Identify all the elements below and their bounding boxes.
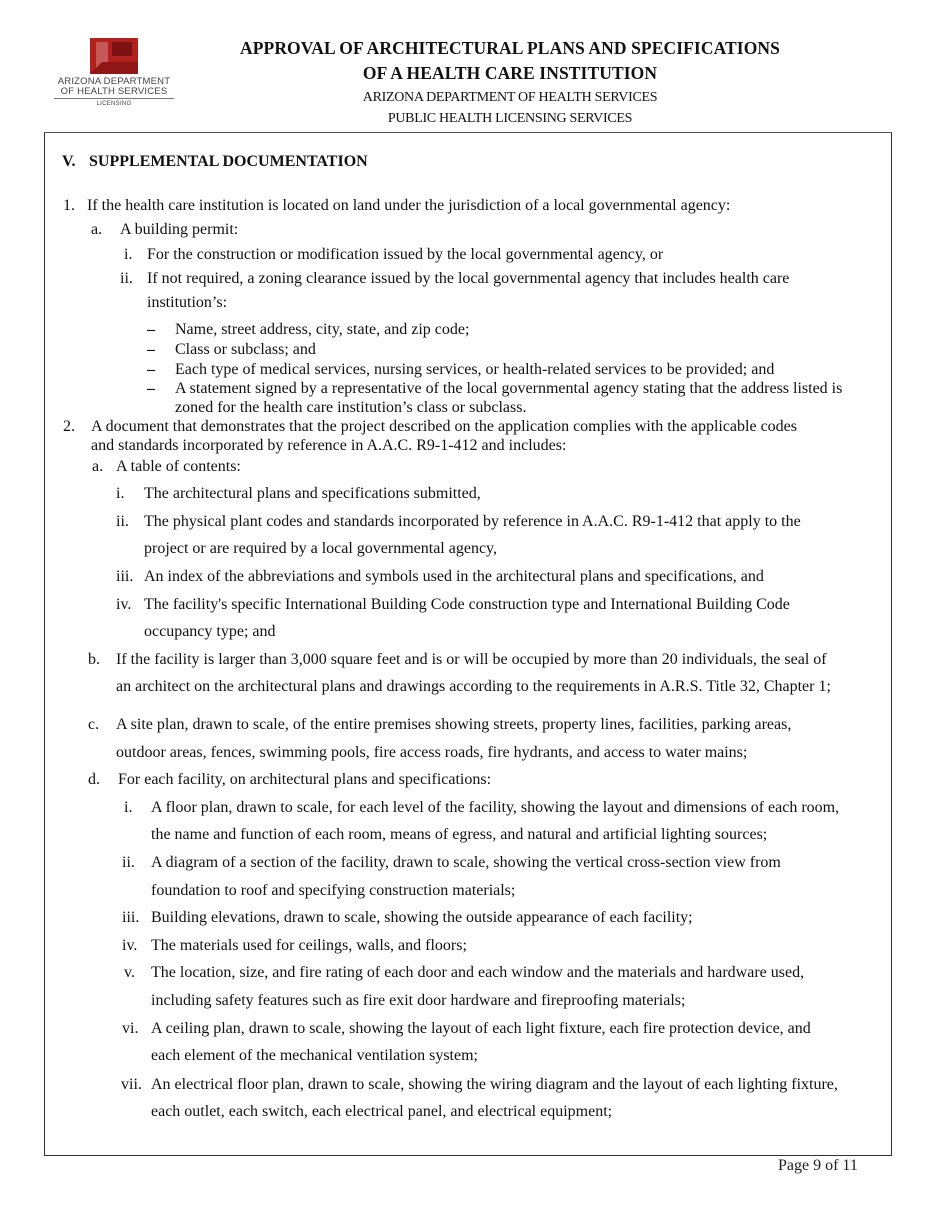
item-2a-text: A table of contents: — [116, 458, 241, 475]
item-2d-label: d. — [88, 771, 100, 788]
bullet-dash: – — [147, 380, 155, 397]
bullet-text-continued: zoned for the health care institution’s class or subclass. — [175, 399, 527, 416]
item-2c-label: c. — [88, 716, 100, 733]
item-2c-line2: outdoor areas, fences, swimming pools, fire access roads, fire hydrants, and access to water mains; — [116, 744, 748, 761]
item-1a-i-label: i. — [124, 246, 133, 263]
item-1a-ii-label: ii. — [120, 270, 133, 287]
item-2d-iii-text: Building elevations, drawn to scale, showing the outside appearance of each facility; — [151, 909, 693, 926]
division-name: PUBLIC HEALTH LICENSING SERVICES — [387, 111, 633, 126]
logo-emblem-icon — [52, 36, 176, 76]
item-2d-ii-line1: A diagram of a section of the facility, drawn to scale, showing the vertical cross-section view from — [151, 854, 781, 871]
item-1a-ii-line2: institution’s: — [147, 294, 228, 311]
item-2a-label: a. — [92, 458, 104, 475]
item-2d-text: For each facility, on architectural plans and specifications: — [118, 771, 492, 788]
item-2d-vii-label: vii. — [121, 1076, 142, 1093]
item-2d-vi-line1: A ceiling plan, drawn to scale, showing the layout of each light fixture, each fire protection device, and — [151, 1020, 811, 1037]
item-2a-iii-label: iii. — [116, 568, 134, 585]
item-2-number: 2. — [63, 418, 75, 435]
item-2d-ii-line2: foundation to roof and specifying construction materials; — [151, 882, 516, 899]
item-1a-ii-line1: If not required, a zoning clearance issued by the local governmental agency that includes health care — [147, 270, 790, 287]
item-1-number: 1. — [63, 197, 75, 214]
bullet-text: Name, street address, city, state, and zip code; — [175, 321, 470, 338]
item-2a-iv-label: iv. — [116, 596, 132, 613]
logo-text-line1: ARIZONA DEPARTMENT — [57, 76, 171, 87]
item-2a-ii-line2: project or are required by a local governmental agency, — [144, 540, 498, 557]
item-2-line1: A document that demonstrates that the project described on the application complies with the applicable codes — [91, 418, 798, 435]
item-1a-text: A building permit: — [120, 221, 239, 238]
item-2d-i-label: i. — [124, 799, 133, 816]
item-2d-v-label: v. — [124, 964, 135, 981]
document-title-line2: OF A HEALTH CARE INSTITUTION — [362, 63, 658, 83]
section-title: SUPPLEMENTAL DOCUMENTATION — [89, 153, 368, 170]
item-2d-vii-line2: each outlet, each switch, each electrical panel, and electrical equipment; — [151, 1103, 613, 1120]
item-2d-v-line1: The location, size, and fire rating of each door and each window and the materials and hardware used, — [151, 964, 805, 981]
item-2d-v-line2: including safety features such as fire exit door hardware and fireproofing materials; — [151, 992, 686, 1009]
item-2a-iv-line1: The facility's specific International Building Code construction type and International Building Code — [144, 596, 790, 613]
bullet-dash: – — [147, 341, 155, 358]
item-2-line2: and standards incorporated by reference in A.A.C. R9-1-412 and includes: — [91, 437, 567, 454]
item-2d-i-line2: the name and function of each room, means of egress, and natural and artificial lighting sources; — [151, 826, 768, 843]
item-2d-vi-label: vi. — [122, 1020, 139, 1037]
item-2b-line2: an architect on the architectural plans and drawings according to the requirements in A.R.S. Title 32, Chapter 1; — [116, 678, 831, 695]
item-2d-i-line1: A floor plan, drawn to scale, for each level of the facility, showing the layout and dimensions of each room, — [151, 799, 840, 816]
item-2b-line1: If the facility is larger than 3,000 square feet and is or will be occupied by more than 20 individuals, the seal of — [116, 651, 827, 668]
item-2a-iv-line2: occupancy type; and — [144, 623, 276, 640]
item-2a-i-label: i. — [116, 485, 125, 502]
page-number: Page 9 of 11 — [778, 1157, 858, 1174]
agency-name: ARIZONA DEPARTMENT OF HEALTH SERVICES — [362, 90, 658, 105]
bullet-text: Each type of medical services, nursing services, or health-related services to be provided; and — [175, 361, 775, 378]
document-title-line1: APPROVAL OF ARCHITECTURAL PLANS AND SPECIFICATIONS — [240, 38, 780, 58]
item-2a-iii-text: An index of the abbreviations and symbols used in the architectural plans and specifications, and — [144, 568, 764, 585]
bullet-text: A statement signed by a representative of the local governmental agency stating that the address listed is — [175, 380, 843, 397]
item-2d-iii-label: iii. — [122, 909, 140, 926]
item-2a-i-text: The architectural plans and specifications submitted, — [144, 485, 481, 502]
item-2d-ii-label: ii. — [122, 854, 135, 871]
item-1-text: If the health care institution is located on land under the jurisdiction of a local governmental agency: — [87, 197, 731, 214]
item-2a-ii-line1: The physical plant codes and standards incorporated by reference in A.A.C. R9-1-412 that apply to the — [144, 513, 801, 530]
item-2c-line1: A site plan, drawn to scale, of the entire premises showing streets, property lines, facilities, parking areas, — [116, 716, 792, 733]
logo-divider — [54, 98, 174, 99]
item-2d-vii-line1: An electrical floor plan, drawn to scale, showing the wiring diagram and the layout of each lighting fixture, — [151, 1076, 838, 1093]
item-2a-ii-label: ii. — [116, 513, 129, 530]
section-number: V. — [62, 153, 76, 170]
item-1a-i-text: For the construction or modification issued by the local governmental agency, or — [147, 246, 664, 263]
bullet-dash: – — [147, 321, 155, 338]
logo-text-line3: LICENSING — [96, 101, 132, 107]
bullet-text: Class or subclass; and — [175, 341, 316, 358]
item-1a-label: a. — [91, 221, 103, 238]
item-2b-label: b. — [88, 651, 100, 668]
item-2d-iv-text: The materials used for ceilings, walls, and floors; — [151, 937, 467, 954]
item-2d-iv-label: iv. — [122, 937, 138, 954]
bullet-dash: – — [147, 361, 155, 378]
agency-logo — [52, 36, 176, 112]
item-2d-vi-line2: each element of the mechanical ventilation system; — [151, 1047, 478, 1064]
logo-text-line2: OF HEALTH SERVICES — [60, 86, 168, 97]
